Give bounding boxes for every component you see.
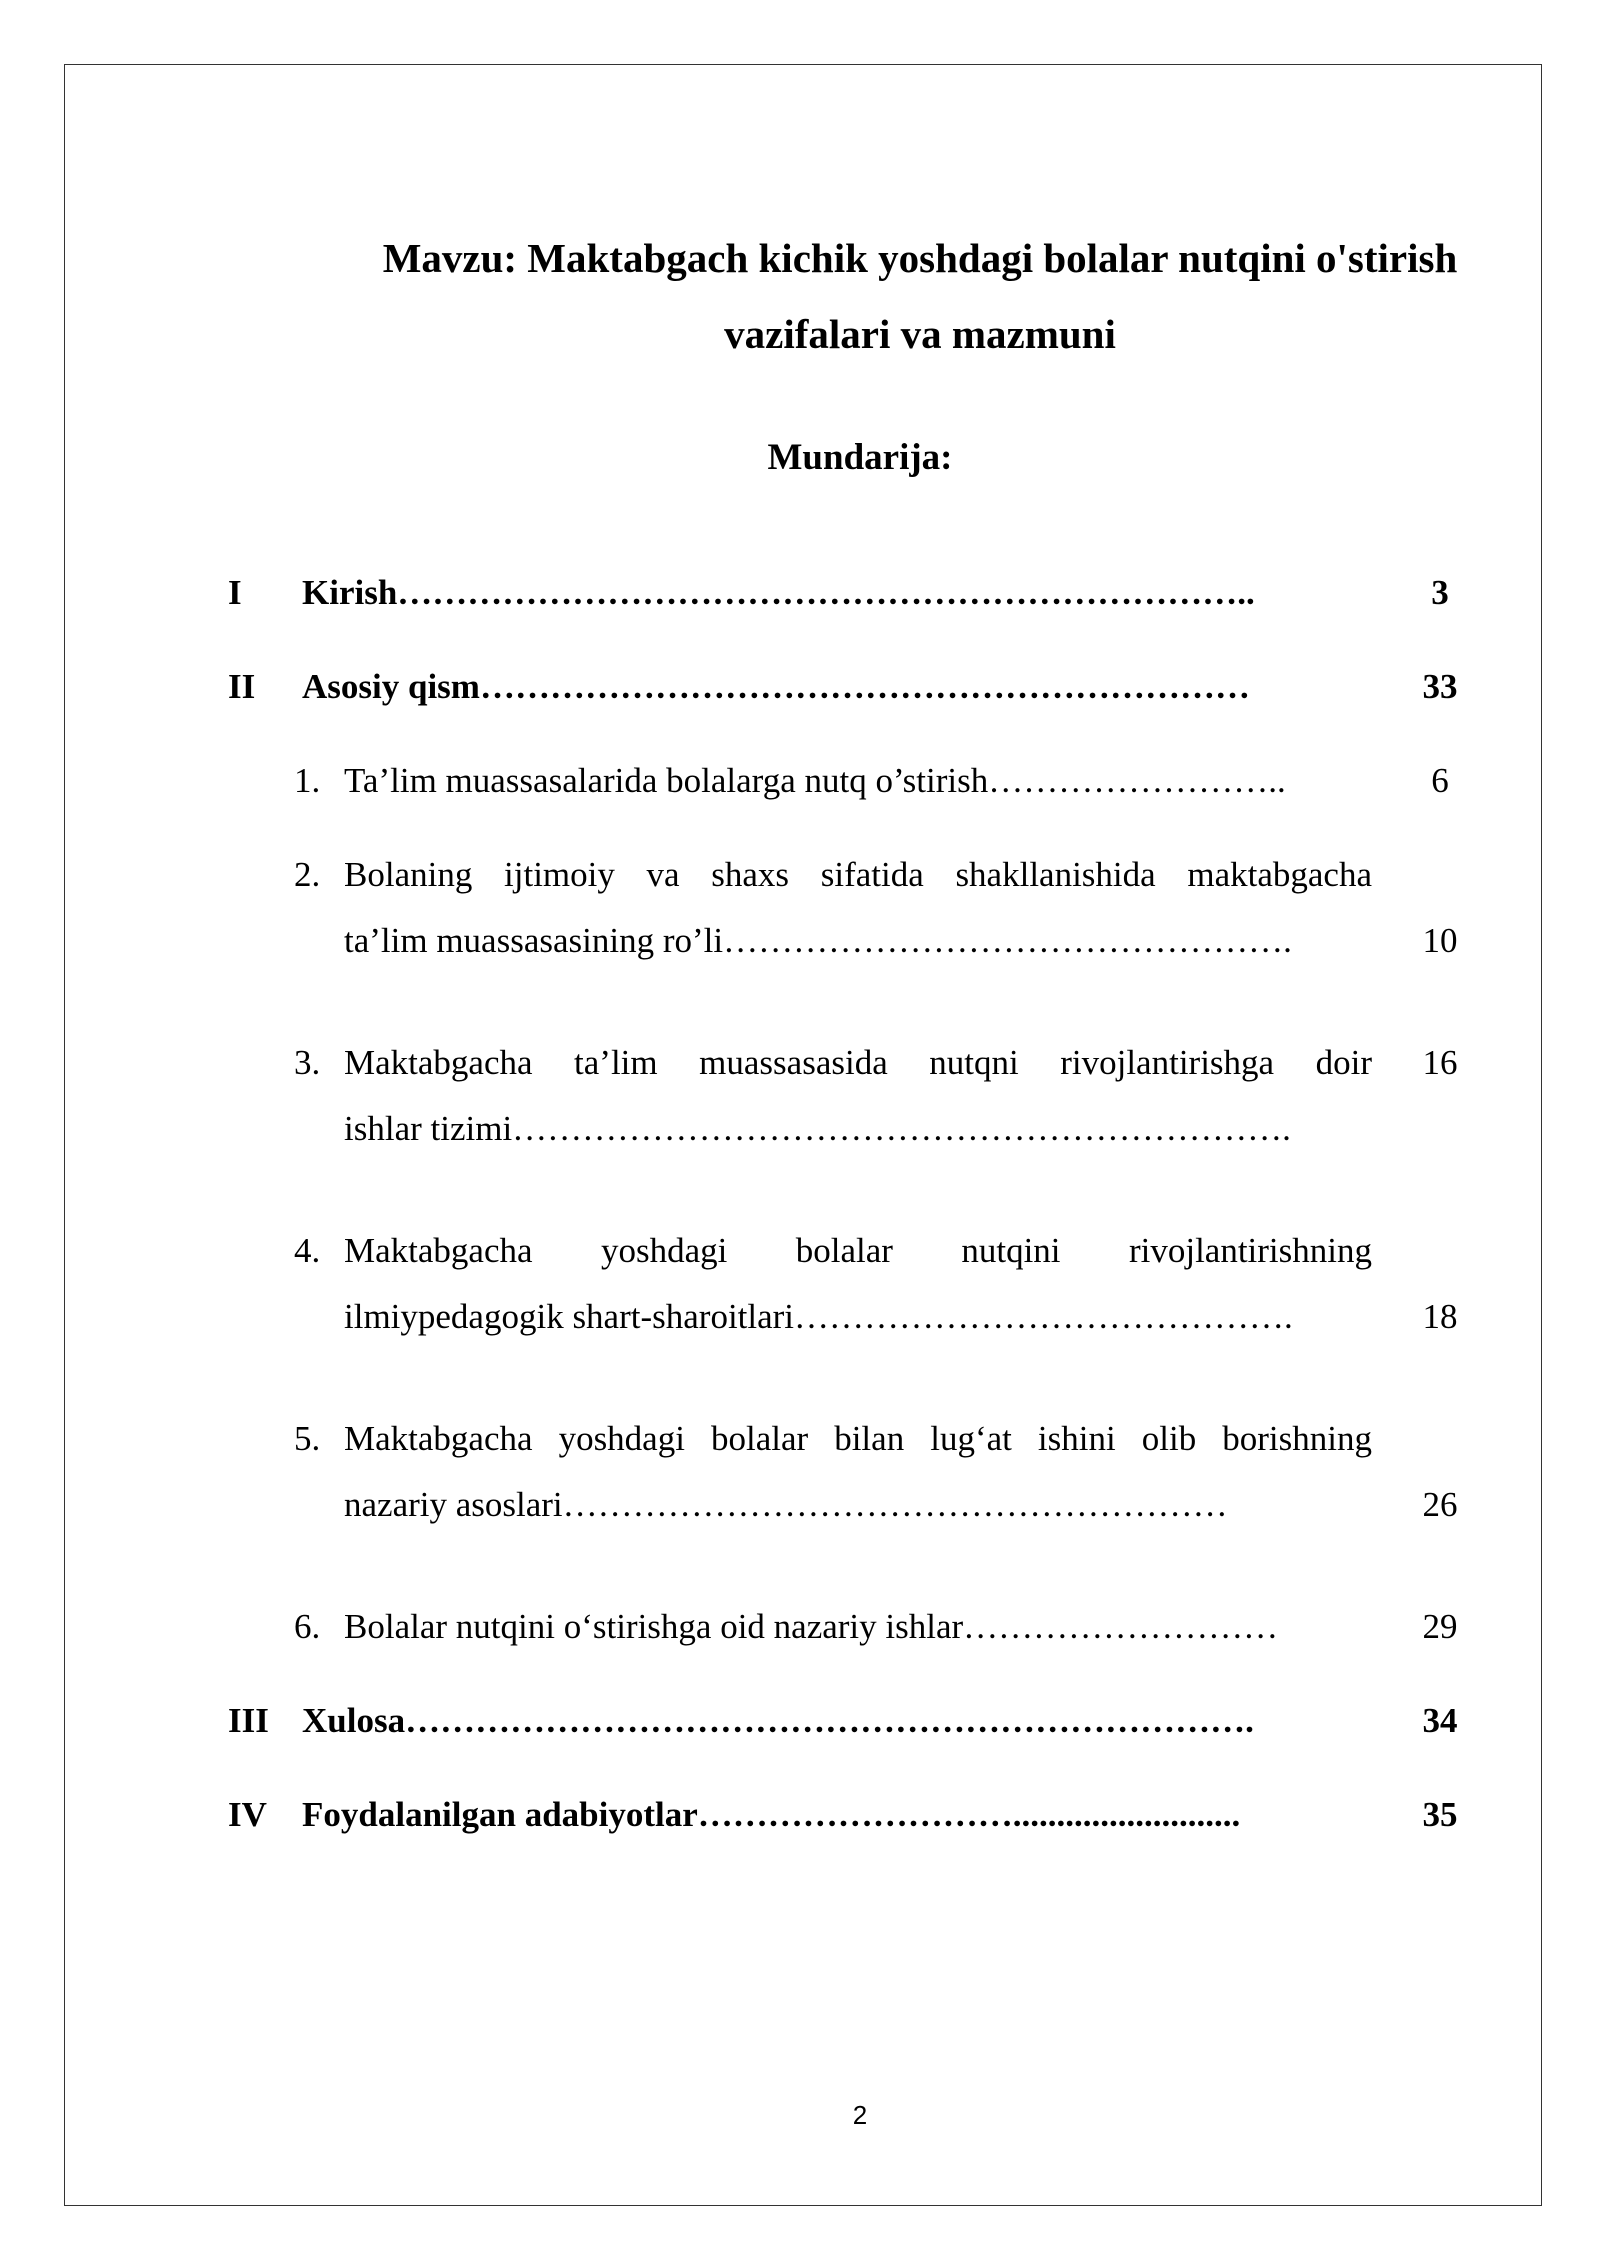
toc-page-number: 29 <box>1422 1607 1458 1646</box>
toc-page-number: 10 <box>1422 921 1458 960</box>
toc-item-number: 6. <box>294 1607 321 1646</box>
toc-item-line: Maktabgacha ta’lim muassasasida nutqni rivojlantirishga doir <box>344 1043 1372 1082</box>
toc-heading: Mundarija: <box>767 437 953 478</box>
toc-entry-label: Asosiy qism………………………………………………………… <box>302 667 1250 706</box>
toc-item-line: Ta’lim muassasalarida bolalarga nutq o’stirish…………………….. <box>344 761 1286 800</box>
toc-item-text <box>344 1218 1372 1350</box>
toc-roman-numeral: I <box>228 573 242 612</box>
toc-item-line: Maktabgacha yoshdagi bolalar bilan lug‘at ishini olib borishning <box>344 1419 1372 1458</box>
toc-item-text <box>344 1030 1372 1162</box>
toc-item-line: Bolaning ijtimoiy va shaxs sifatida shakllanishida maktabgacha <box>344 855 1372 894</box>
toc-item-line: nazariy asoslari………………………………………………… <box>344 1485 1228 1524</box>
toc-item-text <box>344 1594 1372 1660</box>
toc-page-number: 16 <box>1422 1043 1458 1082</box>
toc-entry-label: Xulosa………………………………………………………………. <box>302 1701 1254 1740</box>
toc-item-number: 3. <box>294 1043 321 1082</box>
toc-page-number: 33 <box>1422 667 1458 706</box>
toc-roman-numeral: IV <box>228 1795 267 1834</box>
toc-entry-label: Foydalanilgan adabiyotlar……………………….......................... <box>302 1795 1241 1834</box>
toc-page-number: 34 <box>1422 1701 1458 1740</box>
toc-page-number: 26 <box>1422 1485 1458 1524</box>
toc-item-number: 2. <box>294 855 321 894</box>
toc-item-line: Maktabgacha yoshdagi bolalar nutqini rivojlantirishning <box>344 1231 1372 1270</box>
toc-entry-label: Kirish……………………………………………………………….. <box>302 573 1255 612</box>
toc-roman-numeral: II <box>228 667 256 706</box>
page-number: 2 <box>852 2100 868 2130</box>
toc-item-number: 5. <box>294 1419 321 1458</box>
toc-item-number: 4. <box>294 1231 321 1270</box>
toc-item-line: Bolalar nutqini o‘stirishga oid nazariy ishlar……………………… <box>344 1607 1279 1646</box>
title-line-1: Mavzu: Maktabgach kichik yoshdagi bolalar nutqini o'stirish <box>382 235 1458 281</box>
toc-item-number: 1. <box>294 761 321 800</box>
toc-item-text <box>344 1406 1372 1538</box>
toc-item-line: ishlar tizimi…………………………………………………………. <box>344 1109 1291 1148</box>
toc-page-number: 3 <box>1431 573 1449 612</box>
title-line-2: vazifalari va mazmuni <box>724 311 1116 357</box>
toc-item-line: ta’lim muassasasining ro’li…………………………………………. <box>344 921 1292 960</box>
document-title <box>330 220 1510 372</box>
toc-item-line: ilmiypedagogik shart-sharoitlari……………………………………. <box>344 1297 1293 1336</box>
toc-item-text <box>344 842 1372 974</box>
toc-page-number: 6 <box>1431 761 1449 800</box>
toc-roman-numeral: III <box>228 1701 269 1740</box>
toc-page-number: 35 <box>1422 1795 1458 1834</box>
toc-item-text <box>344 748 1372 814</box>
toc-page-number: 18 <box>1422 1297 1458 1336</box>
